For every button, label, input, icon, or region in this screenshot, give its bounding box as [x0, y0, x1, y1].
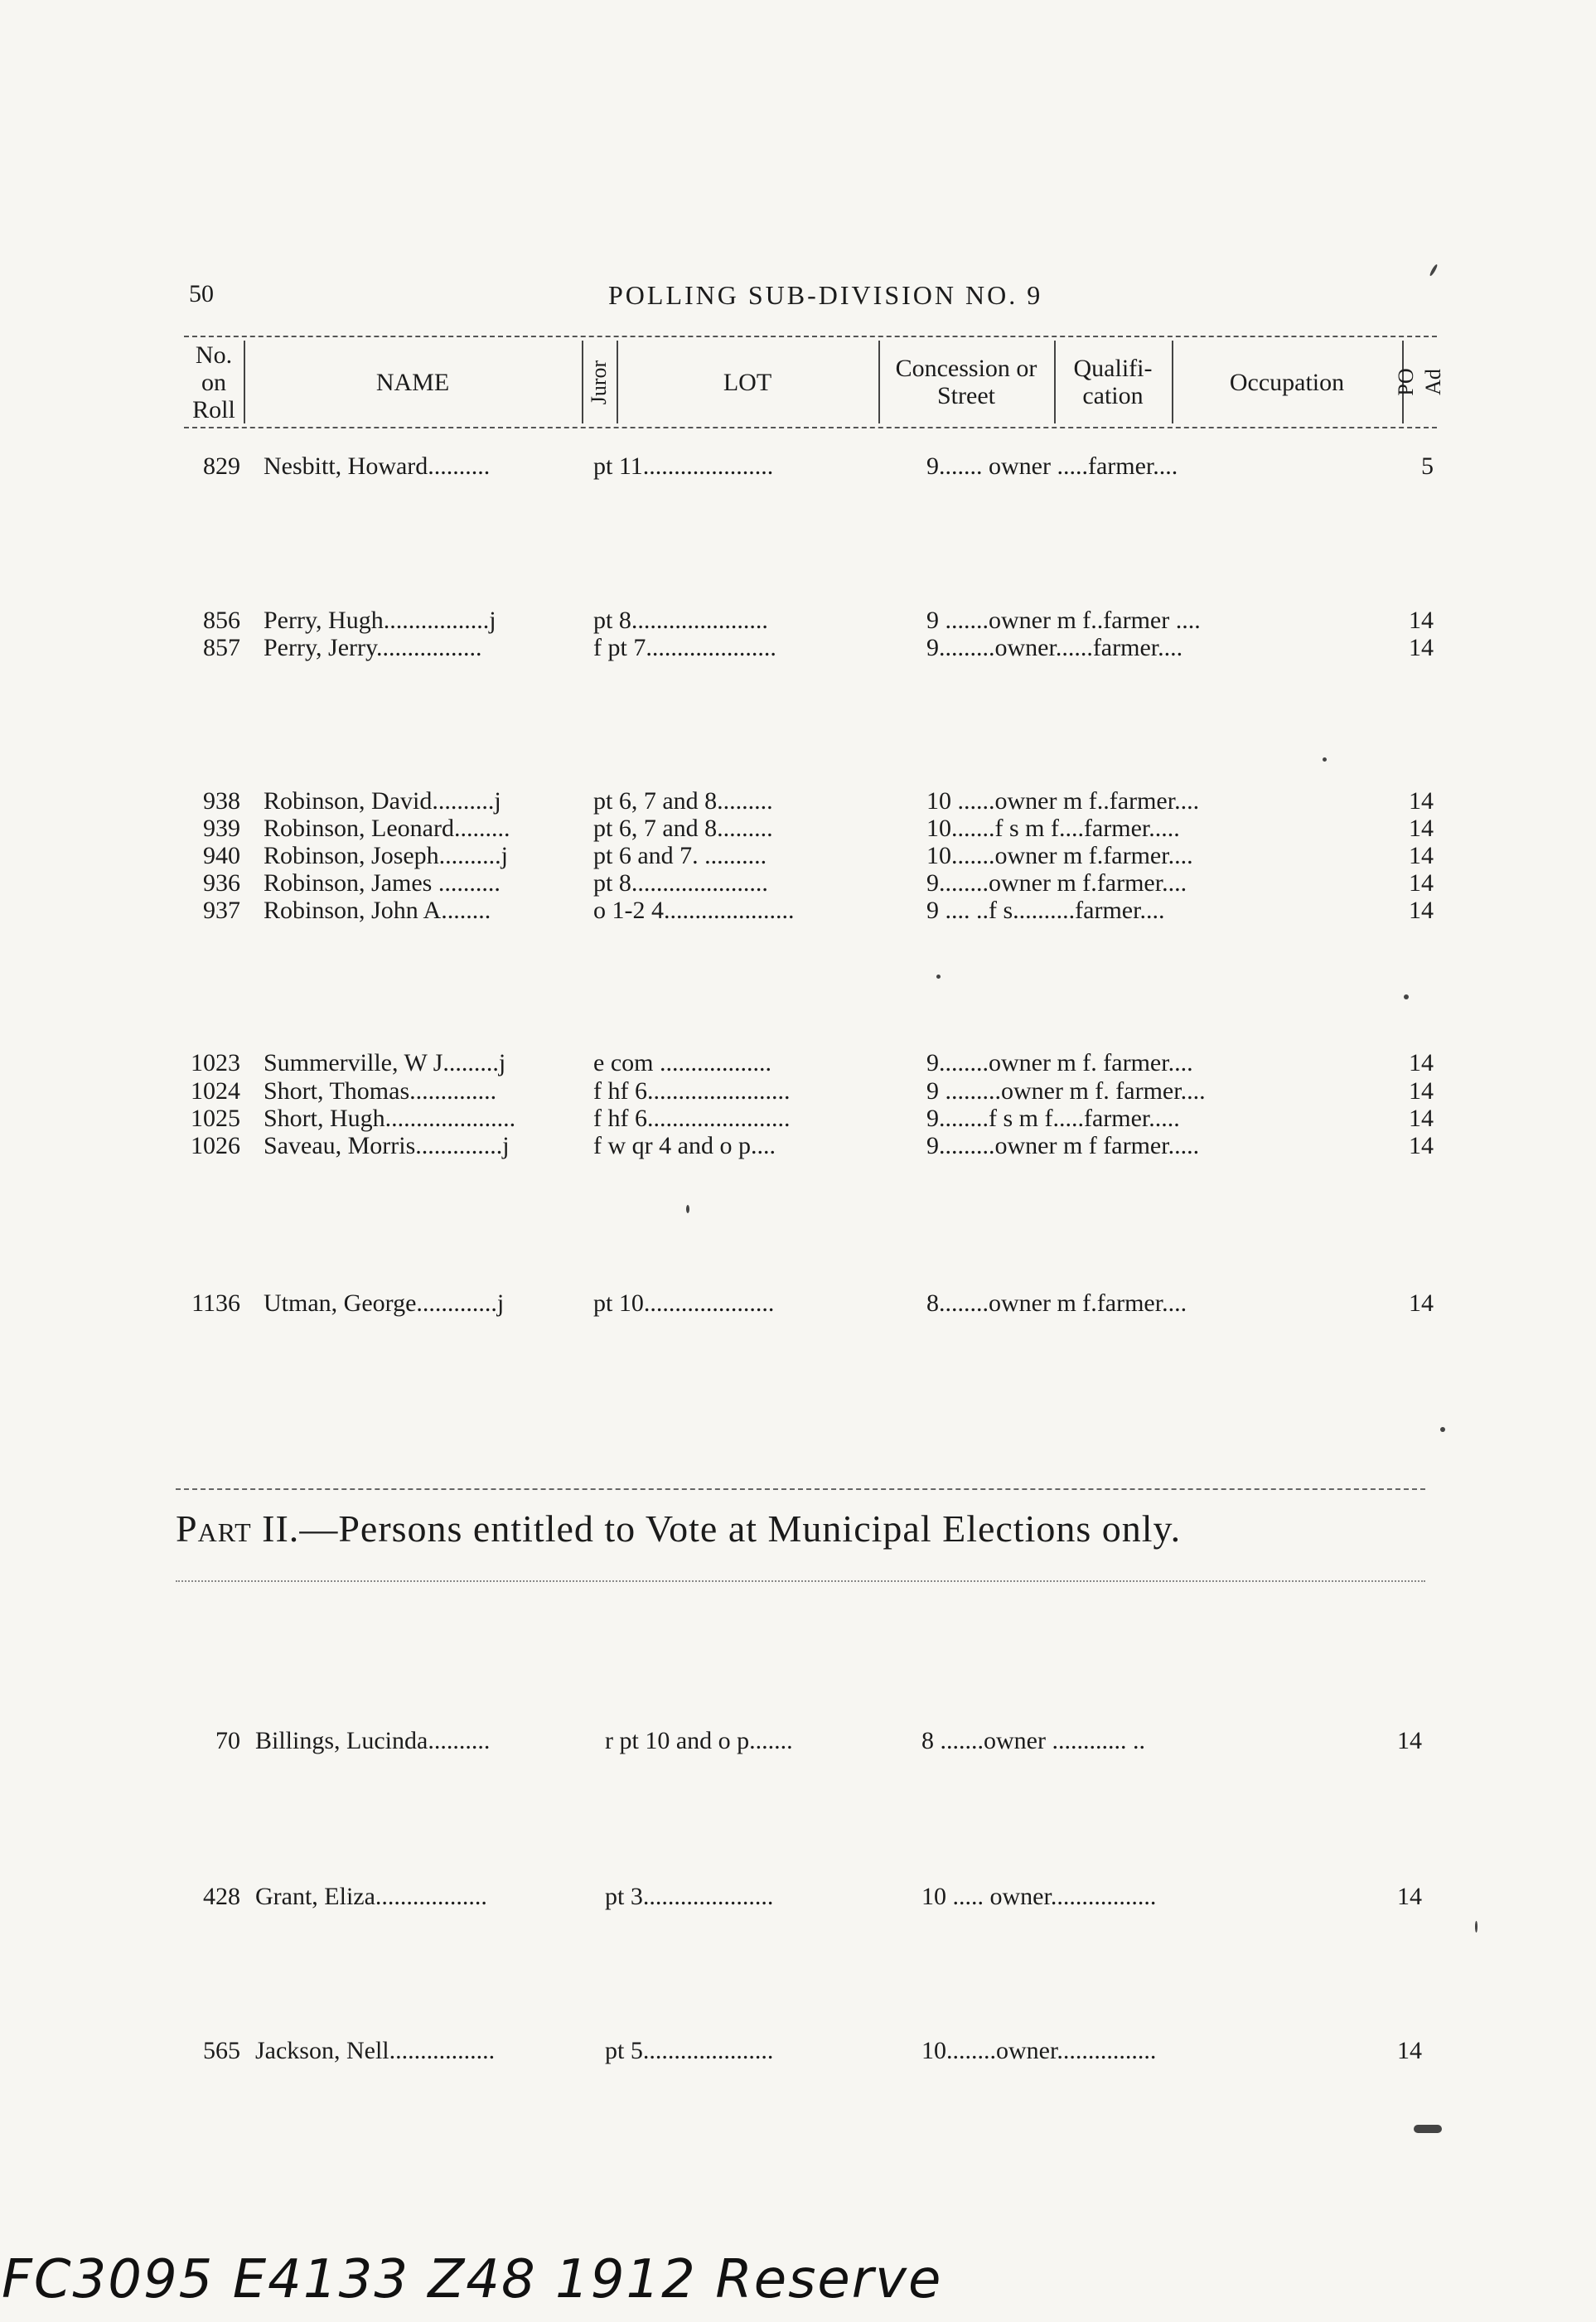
part2-heading	[176, 1507, 1181, 1550]
lot: pt 6, 7 and 8.........	[593, 787, 773, 815]
po-address: 5	[1421, 452, 1434, 480]
part2-heading-lead: Part II.	[176, 1507, 300, 1550]
page-number: 50	[189, 280, 214, 307]
po-address: 14	[1409, 869, 1434, 897]
column-header	[184, 336, 1445, 428]
voter-name: Robinson, John A........	[264, 897, 491, 924]
lot: f hf 6.......................	[593, 1077, 791, 1105]
voter-name: Short, Hugh.....................	[264, 1105, 516, 1132]
table-row	[0, 842, 1596, 870]
roll-number: 428	[203, 1883, 240, 1910]
col-lot: LOT	[723, 368, 772, 396]
lot: pt 8......................	[593, 869, 768, 897]
roll-number: 1024	[191, 1077, 240, 1105]
roll-number: 939	[203, 815, 240, 842]
table-row	[0, 1049, 1596, 1077]
lot: e com ..................	[593, 1049, 771, 1076]
po-address: 14	[1397, 2037, 1422, 2064]
po-address: 14	[1409, 1077, 1434, 1105]
table-row	[0, 1105, 1596, 1133]
lot: pt 6 and 7. ..........	[593, 842, 767, 869]
concession-qualification-occupation: 9....... owner .....farmer....	[926, 452, 1178, 480]
table-row	[0, 1727, 1596, 1755]
po-address: 14	[1409, 1105, 1434, 1132]
roll-number: 70	[215, 1727, 240, 1754]
voter-name: Saveau, Morris..............j	[264, 1132, 510, 1159]
voter-name: Perry, Hugh.................j	[264, 607, 496, 634]
concession-qualification-occupation: 9........f s m f.....farmer.....	[926, 1105, 1180, 1132]
po-address: 14	[1409, 787, 1434, 815]
handwritten-call-number: FC3095 E4133 Z48 1912 Reserve	[2, 2249, 943, 2310]
roll-number: 829	[203, 452, 240, 480]
voter-name: Short, Thomas..............	[264, 1077, 497, 1105]
concession-qualification-occupation: 9.........owner m f farmer.....	[926, 1132, 1200, 1159]
table-row	[0, 815, 1596, 843]
voter-name: Perry, Jerry.................	[264, 634, 482, 661]
table-row	[0, 787, 1596, 815]
concession-qualification-occupation: 9.........owner......farmer....	[926, 634, 1183, 661]
lot: o 1-2 4.....................	[593, 897, 795, 924]
roll-number: 1023	[191, 1049, 240, 1076]
col-juror: Juror	[587, 360, 612, 404]
page-title: POLLING SUB-DIVISION NO. 9	[608, 280, 1043, 310]
po-address: 14	[1397, 1727, 1422, 1754]
roll-number: 1025	[191, 1105, 240, 1132]
table-row	[0, 869, 1596, 897]
col-occupation: Occupation	[1229, 368, 1345, 396]
voter-name: Robinson, Leonard.........	[264, 815, 510, 842]
roll-number: 937	[203, 897, 240, 924]
po-address: 14	[1409, 815, 1434, 842]
roll-number: 938	[203, 787, 240, 815]
voter-name: Grant, Eliza..................	[255, 1883, 487, 1910]
voter-name: Billings, Lucinda..........	[255, 1727, 491, 1754]
lot: pt 10.....................	[593, 1289, 775, 1317]
voter-name: Nesbitt, Howard..........	[264, 452, 491, 480]
table-row	[0, 2037, 1596, 2065]
po-address: 14	[1409, 1289, 1434, 1317]
section-divider	[176, 1488, 1425, 1490]
col-qualification: Qualifi- cation	[1073, 355, 1153, 409]
concession-qualification-occupation: 9 .... ..f s..........farmer....	[926, 897, 1165, 924]
roll-number: 856	[203, 607, 240, 634]
table-row	[0, 607, 1596, 635]
lot: f w qr 4 and o p....	[593, 1132, 776, 1159]
part2-heading-text: —Persons entitled to Vote at Municipal Elections only.	[299, 1507, 1182, 1550]
lot: r pt 10 and o p.......	[605, 1727, 793, 1754]
lot: pt 11.....................	[593, 452, 774, 480]
lot: pt 8......................	[593, 607, 768, 634]
concession-qualification-occupation: 10 ..... owner.................	[921, 1883, 1157, 1910]
lot: f pt 7.....................	[593, 634, 776, 661]
po-address: 14	[1409, 897, 1434, 924]
voter-name: Robinson, David..........j	[264, 787, 501, 815]
voter-name: Summerville, W J.........j	[264, 1049, 506, 1076]
voter-name: Jackson, Nell.................	[255, 2037, 496, 2064]
table-row	[0, 1883, 1596, 1911]
col-name: NAME	[375, 368, 450, 396]
po-address: 14	[1397, 1883, 1422, 1910]
po-address: 14	[1409, 1049, 1434, 1076]
lot: pt 6, 7 and 8.........	[593, 815, 773, 842]
po-address: 14	[1409, 607, 1434, 634]
po-address: 14	[1409, 634, 1434, 661]
col-no-on-roll: No. on Roll	[192, 341, 235, 423]
roll-number: 565	[203, 2037, 240, 2064]
concession-qualification-occupation: 9........owner m f.farmer....	[926, 869, 1187, 897]
concession-qualification-occupation: 10.......f s m f....farmer.....	[926, 815, 1180, 842]
concession-qualification-occupation: 9 .......owner m f..farmer ....	[926, 607, 1201, 634]
roll-number: 936	[203, 869, 240, 897]
concession-qualification-occupation: 9........owner m f. farmer....	[926, 1049, 1193, 1076]
roll-number: 1026	[191, 1132, 240, 1159]
roll-number: 857	[203, 634, 240, 661]
voter-name: Utman, George.............j	[264, 1289, 505, 1317]
roll-number: 940	[203, 842, 240, 869]
concession-qualification-occupation: 9 .........owner m f. farmer....	[926, 1077, 1206, 1105]
table-row	[0, 1077, 1596, 1105]
roll-number: 1136	[191, 1289, 240, 1317]
section-divider	[176, 1580, 1425, 1582]
lot: pt 3.....................	[605, 1883, 774, 1910]
concession-qualification-occupation: 8........owner m f.farmer....	[926, 1289, 1187, 1317]
lot: f hf 6.......................	[593, 1105, 791, 1132]
table-row	[0, 452, 1596, 481]
voter-name: Robinson, James ..........	[264, 869, 501, 897]
concession-qualification-occupation: 10 ......owner m f..farmer....	[926, 787, 1200, 815]
concession-qualification-occupation: 8 .......owner ............ ..	[921, 1727, 1145, 1754]
col-concession: Concession or Street	[895, 355, 1037, 409]
voter-name: Robinson, Joseph..........j	[264, 842, 509, 869]
po-address: 14	[1409, 842, 1434, 869]
table-row	[0, 1289, 1596, 1318]
concession-qualification-occupation: 10.......owner m f.farmer....	[926, 842, 1193, 869]
lot: pt 5.....................	[605, 2037, 774, 2064]
concession-qualification-occupation: 10........owner................	[921, 2037, 1157, 2064]
table-row	[0, 1132, 1596, 1160]
po-address: 14	[1409, 1132, 1434, 1159]
col-po-address: PO Ad	[1394, 368, 1445, 396]
table-row	[0, 897, 1596, 925]
table-row	[0, 634, 1596, 662]
